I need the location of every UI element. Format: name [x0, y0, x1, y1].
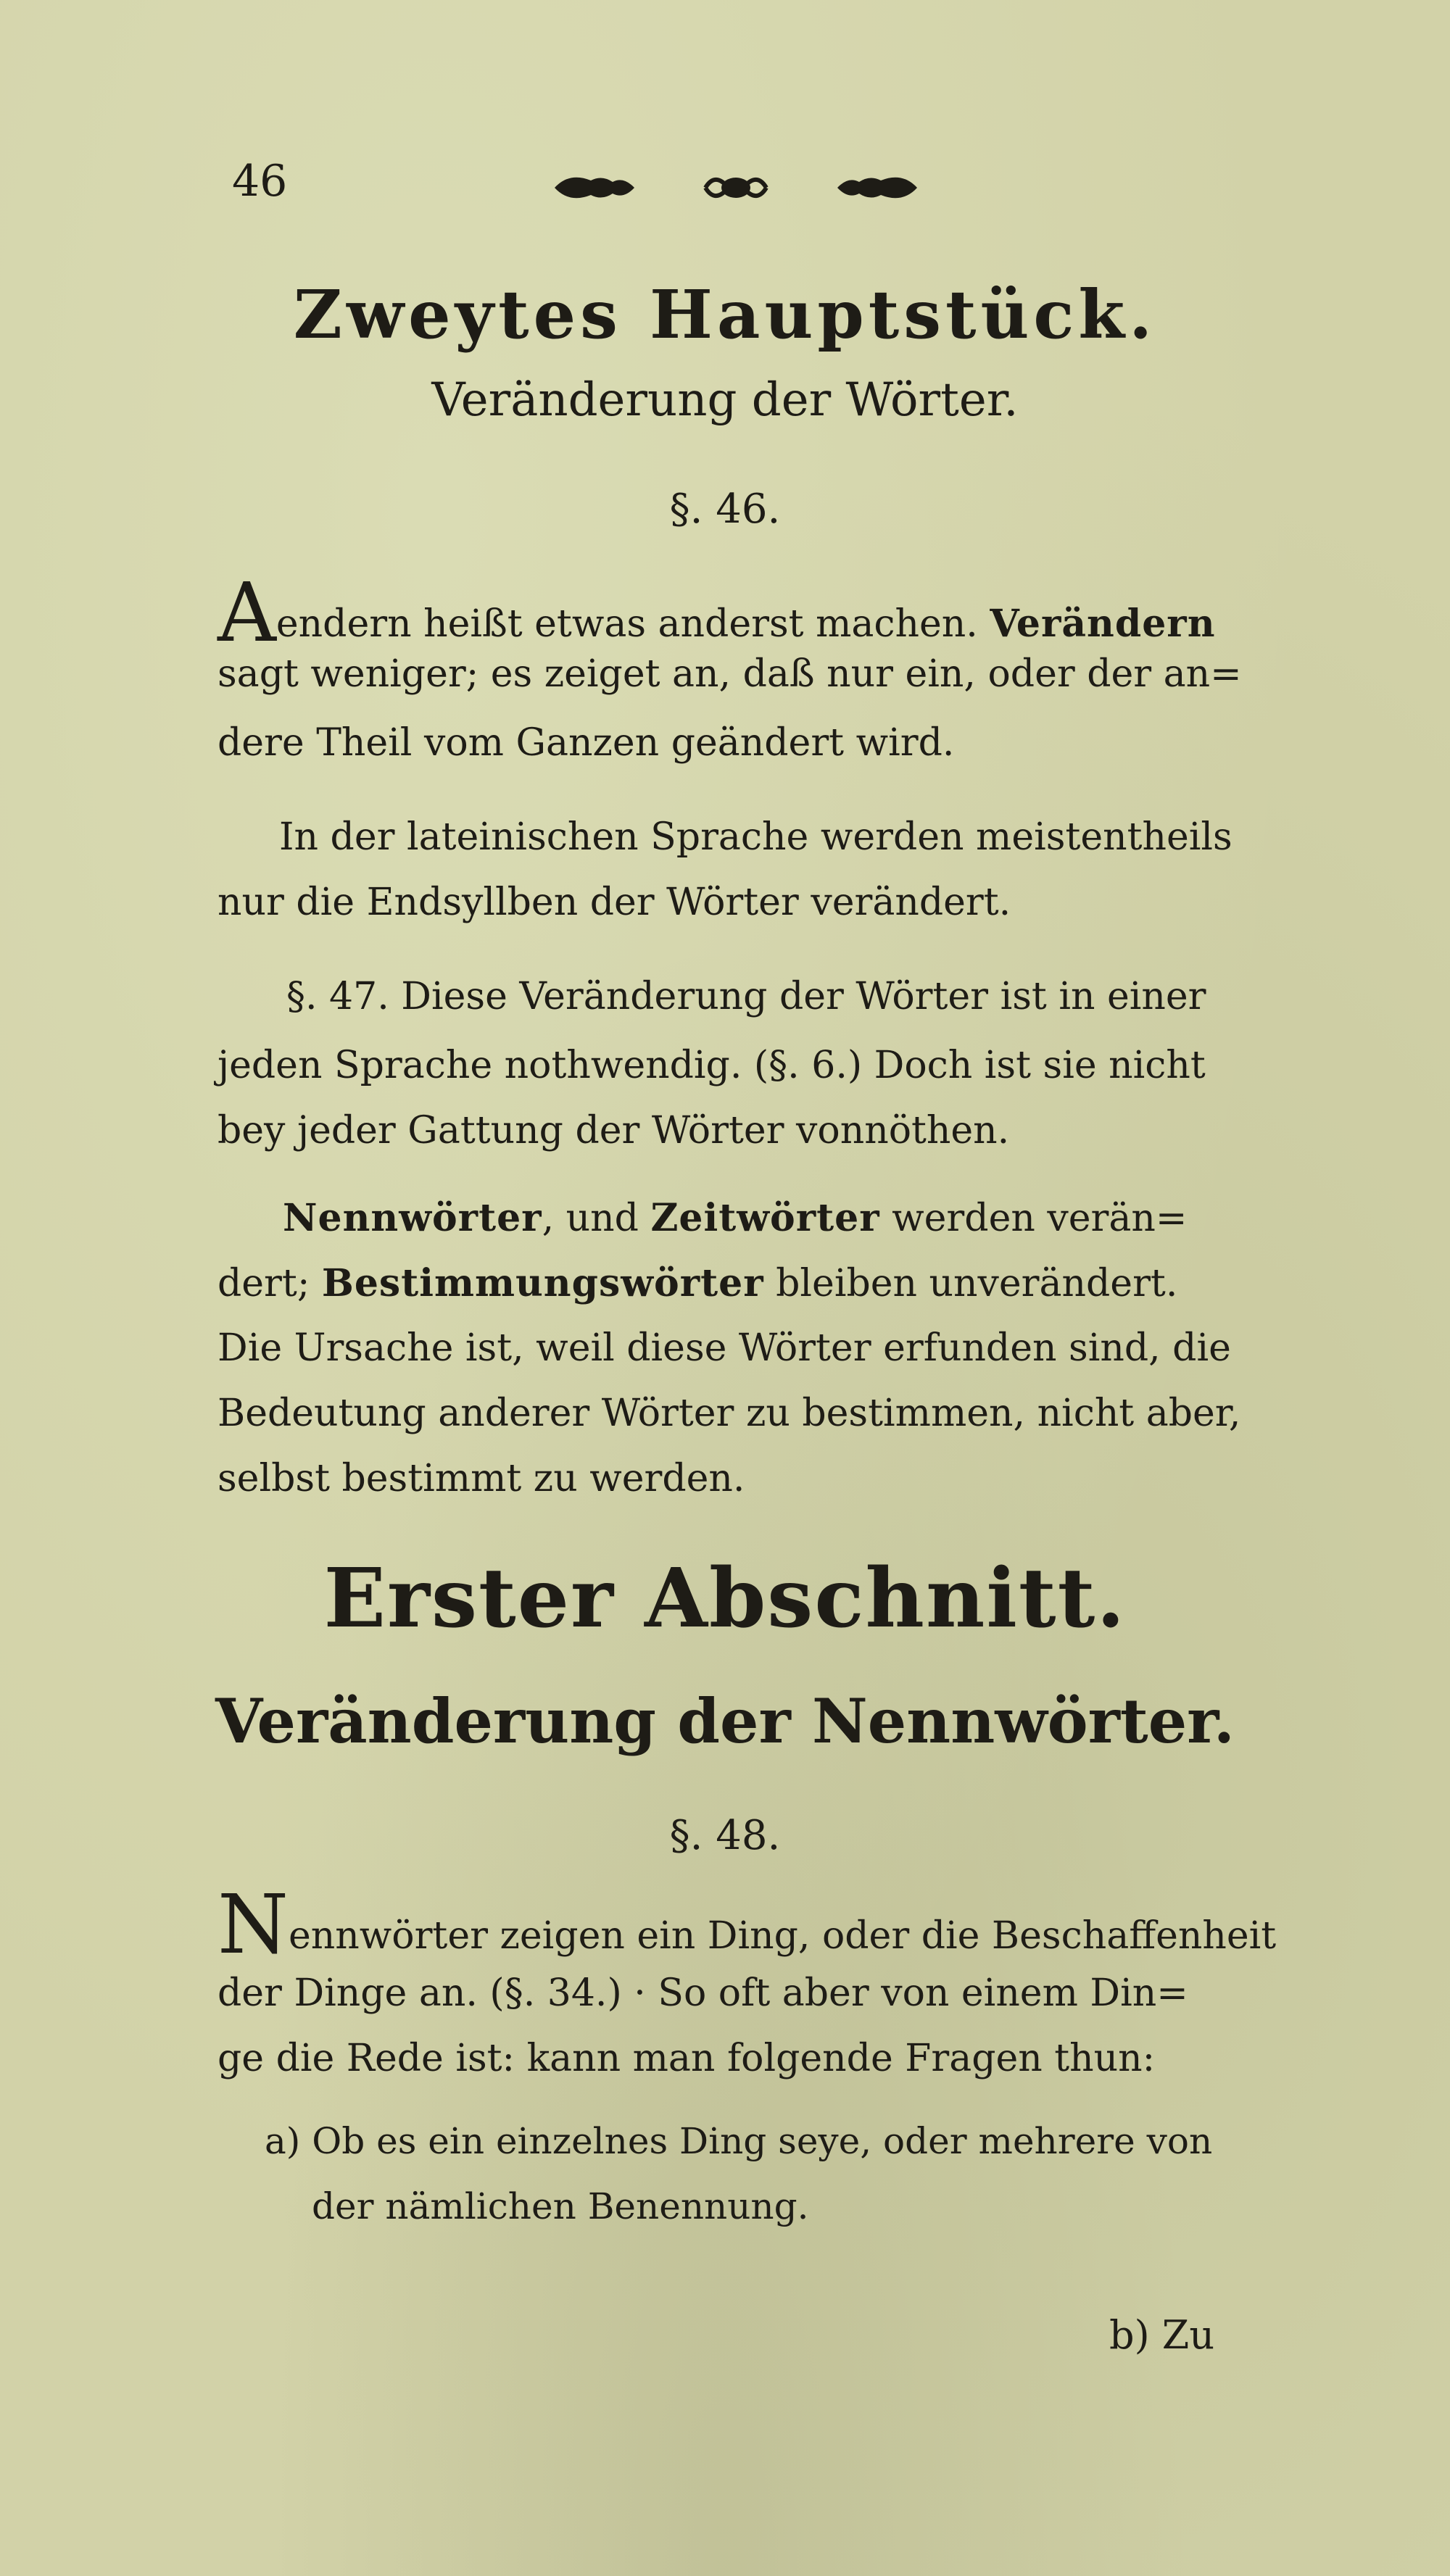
emphasis-text: Nennwörter	[283, 1196, 542, 1240]
paragraph-line: §. 47. Diese Veränderung der Wörter ist in einer	[286, 975, 1206, 1018]
list-item-line	[265, 2120, 1212, 2162]
emphasis-text: Bestimmungswörter	[321, 1261, 764, 1305]
paragraph-line: ge die Rede ist: kann man folgende Fragen thun:	[218, 2037, 1156, 2080]
text-span: dert;	[218, 1262, 322, 1305]
paragraph-line: bey jeder Gattung der Wörter vonnöthen.	[218, 1109, 1010, 1152]
drop-initial: N	[218, 1878, 289, 1972]
catchword: b) Zu	[1109, 2312, 1215, 2358]
paragraph-line: In der lateinischen Sprache werden meistentheils	[279, 815, 1232, 859]
list-item-label: a)	[265, 2120, 301, 2162]
page-header	[0, 156, 1450, 228]
text-span: , und	[542, 1197, 651, 1240]
paragraph-line: dere Theil vom Ganzen geändert wird.	[218, 721, 955, 765]
text-span: ennwörter zeigen ein Ding, oder die Beschaffenheit	[289, 1914, 1277, 1958]
section-title: Erster Abschnitt.	[323, 1551, 1127, 1646]
drop-initial: A	[218, 566, 276, 660]
section-mark-48: §. 48.	[669, 1812, 781, 1859]
emphasis-text: Zeitwörter	[650, 1196, 880, 1240]
text-span: bleiben unverändert.	[763, 1262, 1178, 1305]
paragraph-line: Die Ursache ist, weil diese Wörter erfunden sind, die	[218, 1326, 1231, 1370]
section-subtitle: Veränderung der Nennwörter.	[215, 1685, 1235, 1757]
text-span: werden verän=	[879, 1197, 1188, 1240]
paragraph-line: Bedeutung anderer Wörter zu bestimmen, nicht aber,	[218, 1392, 1241, 1435]
text-span: endern heißt etwas anderst machen.	[276, 602, 990, 646]
list-item-line: der nämlichen Benennung.	[312, 2185, 809, 2227]
paragraph-line	[218, 1261, 1177, 1305]
chapter-title: Zweytes Hauptstück.	[293, 275, 1157, 354]
section-mark-46: §. 46.	[669, 486, 781, 533]
page-number: 46	[232, 156, 288, 207]
chapter-subtitle: Veränderung der Wörter.	[431, 373, 1019, 427]
emphasis-text: Verändern	[990, 602, 1216, 646]
text-span: Ob es ein einzelnes Ding seye, oder mehrere von	[312, 2120, 1213, 2162]
ornament-icon	[540, 159, 932, 217]
paragraph-line: jeden Sprache nothwendig. (§. 6.) Doch ist sie nicht	[218, 1044, 1206, 1087]
paragraph-line: der Dinge an. (§. 34.) · So oft aber von einem Din=	[218, 1972, 1188, 2015]
paragraph-line: sagt weniger; es zeiget an, daß nur ein, oder der an=	[218, 652, 1242, 696]
paragraph-line: nur die Endsyllben der Wörter verändert.	[218, 881, 1011, 924]
paragraph-line	[218, 566, 1216, 660]
paragraph-line	[283, 1196, 1187, 1240]
paragraph-line	[218, 1878, 1277, 1972]
paragraph-line: selbst bestimmt zu werden.	[218, 1457, 745, 1500]
